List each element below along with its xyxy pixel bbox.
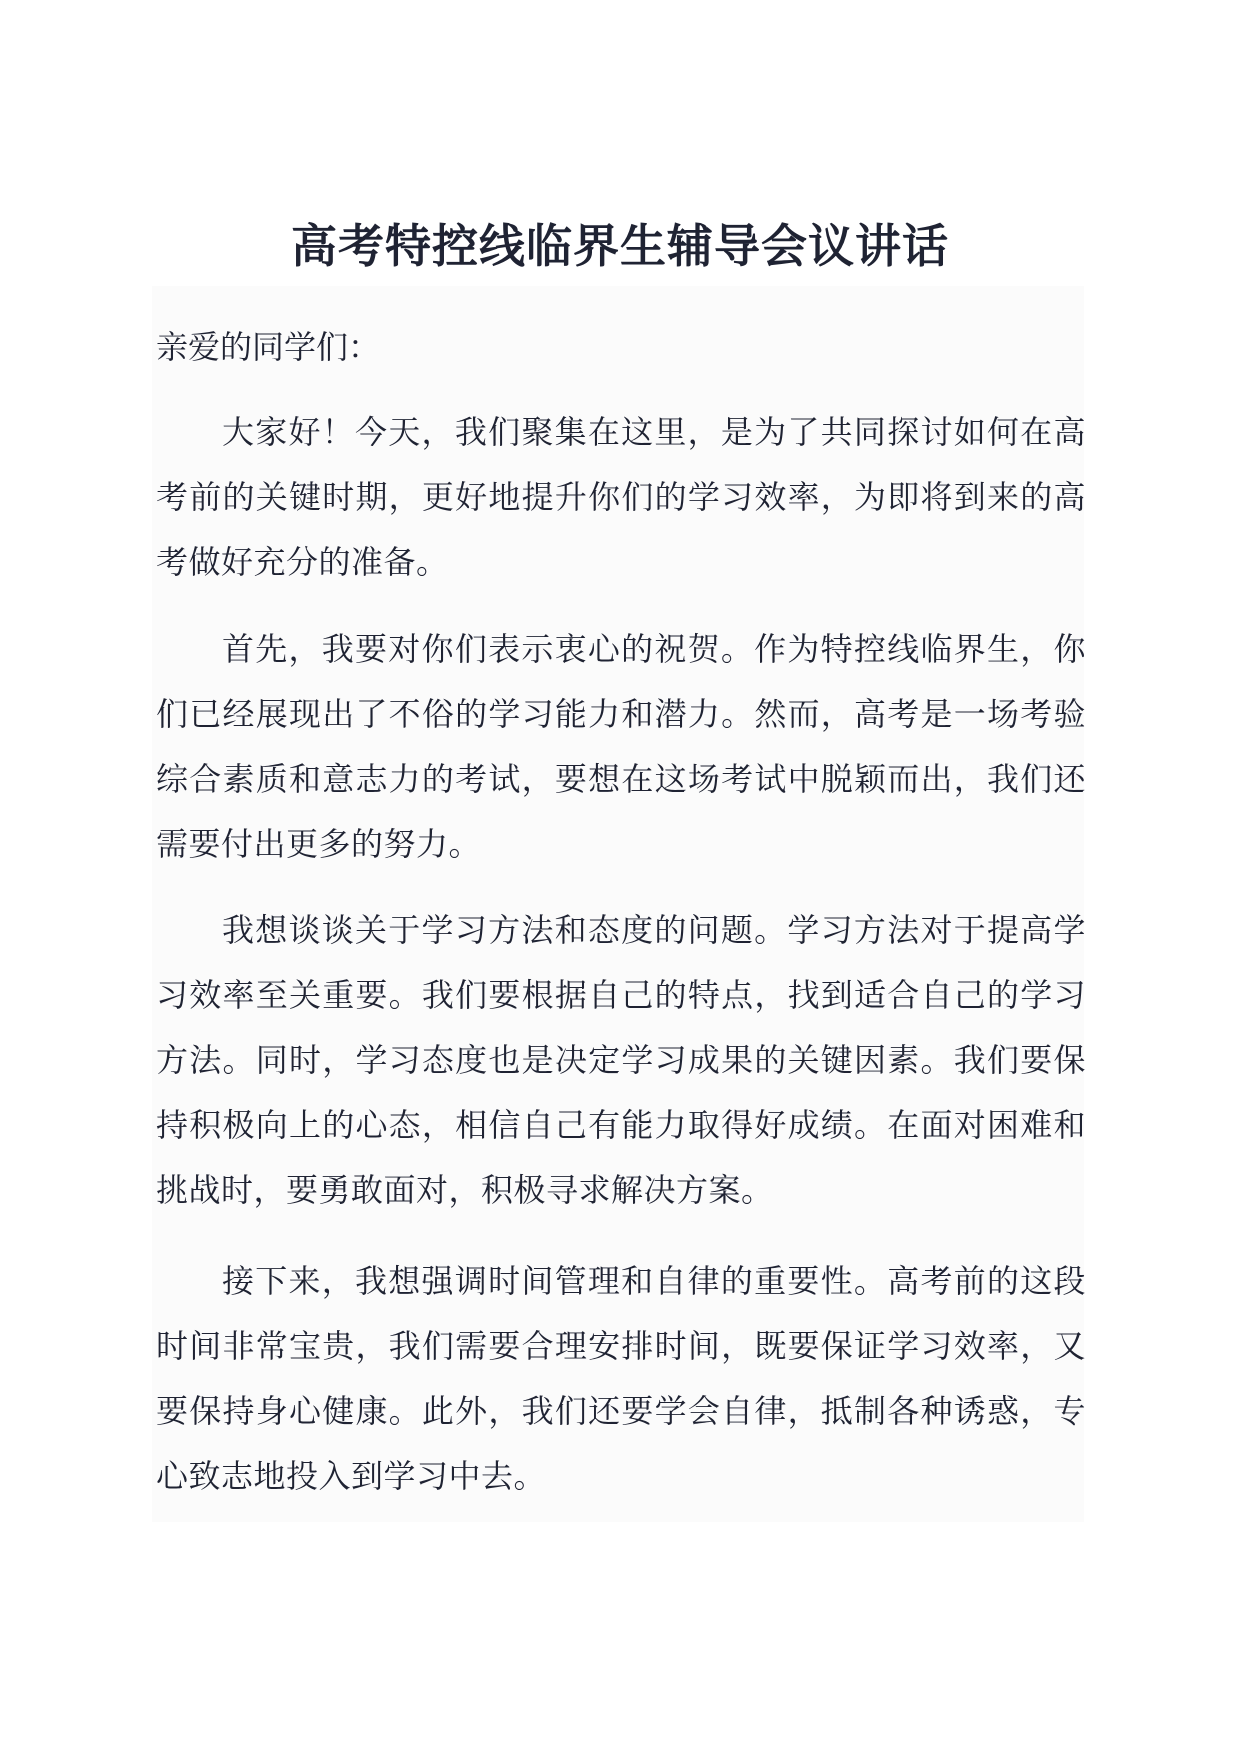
paragraph-time-management: 接下来，我想强调时间管理和自律的重要性。高考前的这段时间非常宝贵，我们需要合理安排时间，既要保证学习效率，又要保持身心健康。此外，我们还要学会自律，抵制各种诱惑，专心致志地投入到学习中去。 [156,1262,1086,1495]
paragraph-congratulations: 首先，我要对你们表示衷心的祝贺。作为特控线临界生，你们已经展现出了不俗的学习能力和潜力。然而，高考是一场考验综合素质和意志力的考试，要想在这场考试中脱颖而出，我们还需要付出更多的努力。 [156,630,1086,863]
paragraph-greeting: 大家好！今天，我们聚集在这里，是为了共同探讨如何在高考前的关键时期，更好地提升你们的学习效率，为即将到来的高考做好充分的准备。 [156,413,1086,581]
salutation: 亲爱的同学们： [156,328,381,366]
paragraph-study-methods: 我想谈谈关于学习方法和态度的问题。学习方法对于提高学习效率至关重要。我们要根据自己的特点，找到适合自己的学习方法。同时，学习态度也是决定学习成果的关键因素。我们要保持积极向上的心态，相信自己有能力取得好成绩。在面对困难和挑战时，要勇敢面对，积极寻求解决方案。 [156,911,1086,1209]
document-title: 高考特控线临界生辅导会议讲话 [291,218,949,273]
